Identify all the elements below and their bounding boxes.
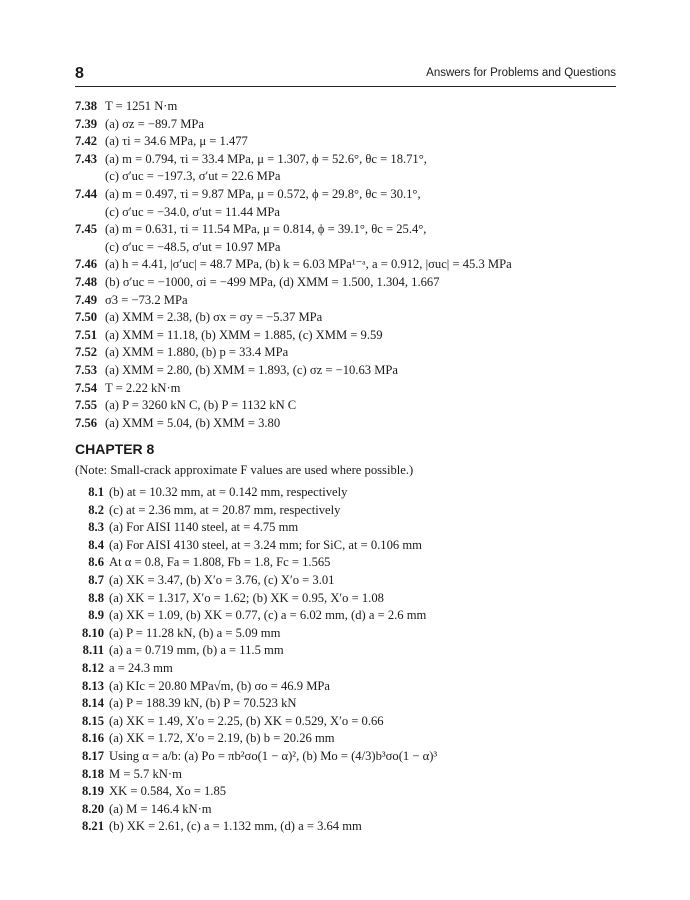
answer-text: a = 24.3 mm <box>109 660 173 675</box>
answer-text: (a) P = 3260 kN C, (b) P = 1132 kN C <box>105 398 297 413</box>
answer-row <box>75 730 620 748</box>
answer-text: (a) P = 11.28 kN, (b) a = 5.09 mm <box>109 625 281 640</box>
problem-number: 8.9 <box>88 608 104 623</box>
answer-text: (a) σz = −89.7 MPa <box>105 116 204 131</box>
answer-row <box>75 678 620 696</box>
answer-row <box>75 327 620 345</box>
answer-text: (a) τi = 34.6 MPa, μ = 1.477 <box>105 134 248 149</box>
problem-number: 8.21 <box>81 819 104 834</box>
problem-number: 7.49 <box>75 292 98 307</box>
header-rule <box>75 86 616 87</box>
answer-row <box>75 344 620 362</box>
answer-text: At α = 0.8, Fa = 1.808, Fb = 1.8, Fc = 1.565 <box>109 555 331 570</box>
answer-text: (a) h = 4.41, |σ′uc| = 48.7 MPa, (b) k = 6.03 MPa¹⁻ᵃ, a = 0.912, |σuc| = 45.3 MPa <box>105 257 512 272</box>
answer-row <box>75 537 620 555</box>
answer-row <box>75 98 620 116</box>
problem-number: 7.55 <box>75 398 98 413</box>
answer-text: T = 2.22 kN·m <box>105 380 181 395</box>
answer-row <box>75 484 620 502</box>
answer-row <box>75 519 620 537</box>
problem-number: 8.14 <box>81 696 104 711</box>
answer-row <box>75 713 620 731</box>
problem-number: 7.38 <box>75 99 98 113</box>
problem-number: 8.4 <box>88 537 104 552</box>
answer-row <box>75 748 620 766</box>
answer-text: XK = 0.584, Xo = 1.85 <box>109 784 227 799</box>
answer-text: (a) XK = 1.09, (b) XK = 0.77, (c) a = 6.02 mm, (d) a = 2.6 mm <box>109 608 427 623</box>
answer-text: (b) σ′uc = −1000, σi = −499 MPa, (d) XMM = 1.500, 1.304, 1.667 <box>105 274 440 289</box>
answer-text: (b) XK = 2.61, (c) a = 1.132 mm, (d) a = 3.64 mm <box>109 819 362 834</box>
answer-text: (a) XMM = 11.18, (b) XMM = 1.885, (c) XMM = 9.59 <box>105 327 383 342</box>
problem-number: 7.54 <box>75 380 98 395</box>
answer-text: M = 5.7 kN·m <box>109 766 182 781</box>
problem-number: 7.42 <box>75 134 98 149</box>
answer-row <box>75 309 620 327</box>
problem-number: 8.13 <box>81 678 104 693</box>
problem-number: 7.46 <box>75 257 98 272</box>
answer-text: (a) XK = 1.49, X′o = 2.25, (b) XK = 0.529, X′o = 0.66 <box>109 713 384 728</box>
problem-number: 8.16 <box>81 731 104 746</box>
answer-text: (a) m = 0.497, τi = 9.87 MPa, μ = 0.572, ϕ = 29.8°, θc = 30.1°, <box>105 186 421 201</box>
problem-number: 8.15 <box>81 713 104 728</box>
running-title: Answers for Problems and Questions <box>426 67 616 79</box>
problem-number: 7.44 <box>75 186 98 201</box>
problem-number: 7.43 <box>75 151 98 166</box>
answer-row <box>75 239 620 257</box>
answer-row <box>75 766 620 784</box>
answer-row <box>75 590 620 608</box>
answer-row <box>75 783 620 801</box>
answer-row <box>75 660 620 678</box>
problem-number: 8.11 <box>82 643 104 658</box>
chapter-heading: CHAPTER 8 <box>75 441 155 457</box>
answer-row <box>75 695 620 713</box>
answer-text: (c) σ′uc = −34.0, σ′ut = 11.44 MPa <box>105 204 280 219</box>
page-number: 8 <box>75 65 84 82</box>
chapter-note: (Note: Small-crack approximate F values are used where possible.) <box>75 463 414 477</box>
problem-number: 7.56 <box>75 415 98 430</box>
answer-text: (a) a = 0.719 mm, (b) a = 11.5 mm <box>109 643 284 658</box>
answer-row <box>75 133 620 151</box>
answer-text: (a) M = 146.4 kN·m <box>109 801 212 816</box>
answer-text: (a) XK = 3.47, (b) X′o = 3.76, (c) X′o = 3.01 <box>109 572 335 587</box>
answer-text: (c) at = 2.36 mm, at = 20.87 mm, respectively <box>109 502 341 517</box>
answer-row <box>75 415 620 433</box>
problem-number: 8.3 <box>88 520 104 535</box>
answer-row <box>75 818 620 836</box>
answer-text: (c) σ′uc = −48.5, σ′ut = 10.97 MPa <box>105 239 281 254</box>
answer-text: (a) XK = 1.317, X′o = 1.62; (b) XK = 0.95, X′o = 1.08 <box>109 590 384 605</box>
answer-row <box>75 204 620 222</box>
answer-row <box>75 625 620 643</box>
answer-row <box>75 274 620 292</box>
answer-text: (a) m = 0.794, τi = 33.4 MPa, μ = 1.307, ϕ = 52.6°, θc = 18.71°, <box>105 151 427 166</box>
answer-row <box>75 642 620 660</box>
answer-text: (b) at = 10.32 mm, at = 0.142 mm, respectively <box>109 485 348 499</box>
problem-number: 8.8 <box>88 590 104 605</box>
problem-number: 7.53 <box>75 362 98 377</box>
problem-number: 7.45 <box>75 222 98 237</box>
answer-row <box>75 397 620 415</box>
answer-text: (a) XMM = 2.38, (b) σx = σy = −5.37 MPa <box>105 310 323 325</box>
answer-text: T = 1251 N·m <box>105 99 178 113</box>
problem-number: 7.39 <box>75 116 98 131</box>
answer-text: Using α = a/b: (a) Po = πb²σo(1 − α)², (b) Mo = (4/3)b³σo(1 − α)³ <box>109 748 438 763</box>
answer-row <box>75 607 620 625</box>
answer-row <box>75 362 620 380</box>
answer-text: (a) XMM = 5.04, (b) XMM = 3.80 <box>105 415 281 430</box>
answer-text: (a) For AISI 1140 steel, at = 4.75 mm <box>109 520 299 535</box>
problem-number: 8.12 <box>81 660 104 675</box>
problem-number: 8.18 <box>81 766 104 781</box>
problem-number: 8.20 <box>81 801 104 816</box>
chapter-7-answers <box>75 98 620 432</box>
problem-number: 7.52 <box>75 345 98 360</box>
answer-row <box>75 221 620 239</box>
answer-row <box>75 380 620 398</box>
answer-text: (a) P = 188.39 kN, (b) P = 70.523 kN <box>109 696 297 711</box>
problem-number: 7.51 <box>75 327 98 342</box>
problem-number: 7.48 <box>75 274 98 289</box>
problem-number: 8.17 <box>81 748 104 763</box>
chapter-8-answers <box>75 484 620 836</box>
answer-row <box>75 256 620 274</box>
answer-text: (a) KIc = 20.80 MPa√m, (b) σo = 46.9 MPa <box>109 678 330 693</box>
answer-text: σ3 = −73.2 MPa <box>105 292 188 307</box>
answer-row <box>75 151 620 169</box>
answer-row <box>75 186 620 204</box>
answer-row <box>75 572 620 590</box>
answer-row <box>75 116 620 134</box>
answer-text: (c) σ′uc = −197.3, σ′ut = 22.6 MPa <box>105 169 281 184</box>
problem-number: 7.50 <box>75 310 98 325</box>
answer-row <box>75 292 620 310</box>
answer-row <box>75 502 620 520</box>
answer-row <box>75 801 620 819</box>
answer-row <box>75 168 620 186</box>
problem-number: 8.2 <box>88 502 104 517</box>
answer-text: (a) XMM = 1.880, (b) p = 33.4 MPa <box>105 345 289 360</box>
answer-row <box>75 554 620 572</box>
problem-number: 8.19 <box>81 784 104 799</box>
problem-number: 8.1 <box>88 485 104 499</box>
problem-number: 8.10 <box>81 625 104 640</box>
problem-number: 8.6 <box>88 555 104 570</box>
answer-text: (a) m = 0.631, τi = 11.54 MPa, μ = 0.814, ϕ = 39.1°, θc = 25.4°, <box>105 222 427 237</box>
problem-number: 8.7 <box>88 572 104 587</box>
answer-text: (a) XMM = 2.80, (b) XMM = 1.893, (c) σz = −10.63 MPa <box>105 362 398 377</box>
page-header <box>75 65 616 83</box>
answer-text: (a) XK = 1.72, X′o = 2.19, (b) b = 20.26 mm <box>109 731 335 746</box>
answer-text: (a) For AISI 4130 steel, at = 3.24 mm; for SiC, at = 0.106 mm <box>109 537 422 552</box>
